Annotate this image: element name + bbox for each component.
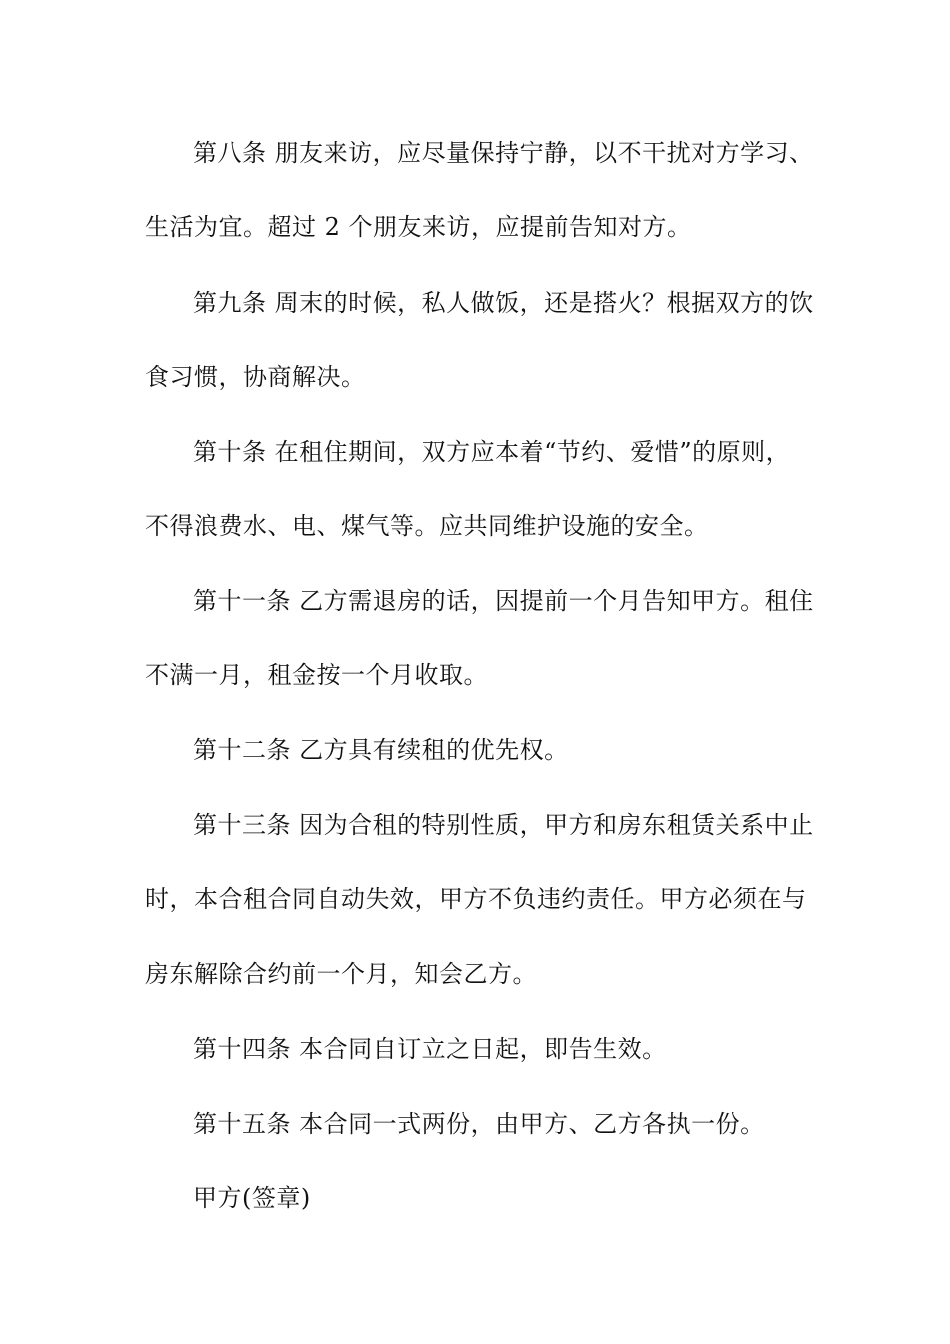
article-11-line-1: 第十一条 乙方需退房的话，因提前一个月告知甲方。租住 xyxy=(193,587,814,615)
article-13-line-2: 时，本合租合同自动失效，甲方不负违约责任。甲方必须在与 xyxy=(145,885,807,913)
article-11-line-2: 不满一月，租金按一个月收取。 xyxy=(145,661,488,689)
party-a-signature-label: 甲方(签章) xyxy=(193,1184,311,1212)
article-9-line-2: 食习惯，协商解决。 xyxy=(145,363,366,391)
article-10-line-1: 第十条 在租住期间，双方应本着“节约、爱惜”的原则， xyxy=(193,438,791,466)
article-8-line-1: 第八条 朋友来访，应尽量保持宁静，以不干扰对方学习、 xyxy=(193,139,814,167)
article-8-line-2: 生活为宜。超过 2 个朋友来访，应提前告知对方。 xyxy=(145,213,692,241)
article-15-line-1: 第十五条 本合同一式两份，由甲方、乙方各执一份。 xyxy=(193,1110,765,1138)
article-13-line-1: 第十三条 因为合租的特别性质，甲方和房东租赁关系中止 xyxy=(193,811,814,839)
article-10-line-2: 不得浪费水、电、煤气等。应共同维护设施的安全。 xyxy=(145,512,709,540)
article-13-line-3: 房东解除合约前一个月，知会乙方。 xyxy=(145,960,537,988)
article-12-line-1: 第十二条 乙方具有续租的优先权。 xyxy=(193,736,569,764)
article-9-line-1: 第九条 周末的时候，私人做饭，还是搭火？根据双方的饮 xyxy=(193,289,814,317)
article-14-line-1: 第十四条 本合同自订立之日起，即告生效。 xyxy=(193,1035,667,1063)
